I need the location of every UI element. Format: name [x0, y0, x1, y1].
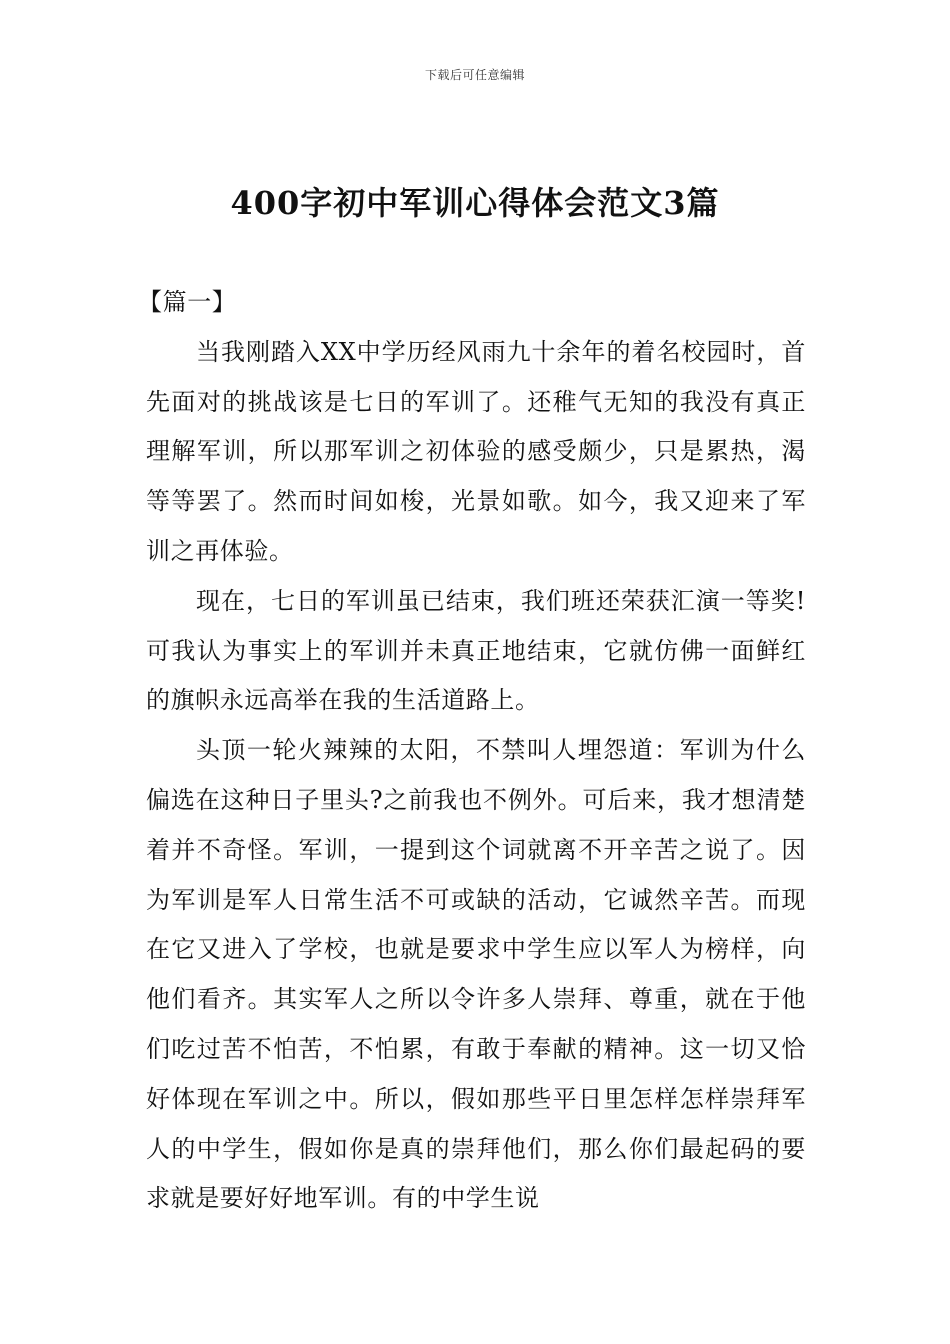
document-title: 400字初中军训心得体会范文3篇 — [230, 184, 720, 222]
paragraph-2: 现在，七日的军训虽已结束，我们班还荣获汇演一等奖!可我认为事实上的军训并未真正地结束，它就仿佛一面鲜红的旗帜永远高举在我的生活道路上。 — [146, 586, 806, 715]
section-label: 【篇一】 — [138, 288, 237, 316]
paragraph-1: 当我刚踏入XX中学历经风雨九十余年的着名校园时，首先面对的挑战该是七日的军训了。还稚气无知的我没有真正理解军训，所以那军训之初体验的感受颇少，只是累热，渴等等罢了。然而时间如梭，光景如歌。如今，我又迎来了军训之再体验。 — [146, 337, 806, 565]
header-note: 下载后可任意编辑 — [424, 68, 525, 82]
document-body — [138, 278, 806, 1224]
paragraph-3: 头顶一轮火辣辣的太阳，不禁叫人埋怨道：军训为什么偏选在这种日子里头?之前我也不例外。可后来，我才想清楚着并不奇怪。军训，一提到这个词就离不开辛苦之说了。因为军训是军人日常生活不可或缺的活动，它诚然辛苦。而现在它又进入了学校，也就是要求中学生应以军人为榜样，向他们看齐。其实军人之所以令许多人崇拜、尊重，就在于他们吃过苦不怕苦，不怕累，有敢于奉献的精神。这一切又恰好体现在军训之中。所以，假如那些平日里怎样怎样崇拜军人的中学生，假如你是真的崇拜他们，那么你们最起码的要求就是要好好地军训。有的中学生说 — [146, 736, 806, 1213]
